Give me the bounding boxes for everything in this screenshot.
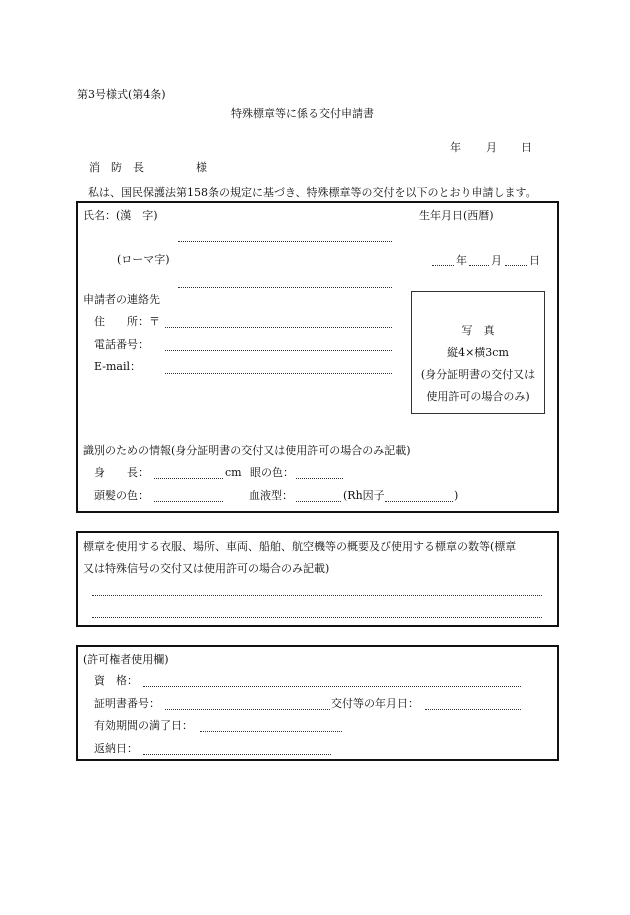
expiry-date-field[interactable] (200, 731, 342, 732)
phone-label: 電話番号： (94, 338, 149, 351)
email-field[interactable] (165, 373, 392, 374)
name-kanji-field[interactable] (178, 241, 392, 242)
issue-date-field[interactable] (425, 709, 521, 710)
blood-type-field[interactable] (296, 501, 341, 502)
addressee-name: 消 防 長 (89, 161, 144, 174)
application-statement: 私は、国民保護法第158条の規定に基づき、特殊標章等の交付を以下のとおり申請します。 (88, 186, 537, 199)
identification-info-label: 識別のための情報(身分証明書の交付又は使用許可の場合のみ記載) (83, 444, 411, 457)
phone-field[interactable] (165, 350, 392, 351)
hair-color-label: 頭髪の色： (94, 489, 149, 502)
issue-date-label: 交付等の年月日： (331, 697, 419, 710)
date-day-label: 日 (521, 141, 532, 154)
email-label: E-mail： (94, 360, 141, 373)
certificate-number-label: 証明書番号： (94, 697, 160, 710)
emblem-usage-field-line1[interactable] (92, 595, 542, 596)
height-unit: cm (225, 466, 242, 479)
rh-factor-label: (Rh因子 (343, 489, 385, 502)
birth-year-field[interactable] (432, 265, 454, 266)
birthdate-label: 生年月日(西暦) (419, 209, 494, 222)
return-date-field[interactable] (143, 754, 331, 755)
photo-label: 写 真 (461, 324, 495, 337)
address-field[interactable] (165, 327, 392, 328)
form-number: 第3号様式(第4条) (77, 88, 166, 101)
contact-section-label: 申請者の連絡先 (83, 293, 160, 306)
photo-note-line2: 使用許可の場合のみ) (426, 390, 530, 403)
date-year-label: 年 (450, 141, 461, 154)
name-kanji-label: 氏名：(漢 字) (83, 209, 158, 222)
emblem-usage-description-line1: 標章を使用する衣服、場所、車両、船舶、航空機等の概要及び使用する標章の数等(標章 (83, 540, 517, 553)
emblem-usage-field-line2[interactable] (92, 617, 542, 618)
height-field[interactable] (154, 478, 223, 479)
photo-size: 縦4×横3cm (447, 346, 509, 359)
birth-month-field[interactable] (469, 265, 489, 266)
authority-use-title: (許可権者使用欄) (83, 653, 169, 666)
eye-color-label: 眼の色： (250, 466, 294, 479)
address-label: 住 所：〒 (94, 315, 160, 328)
emblem-usage-description-line2: 又は特殊信号の交付又は使用許可の場合のみ記載) (83, 562, 330, 575)
rh-factor-close: ) (454, 489, 459, 502)
form-title: 特殊標章等に係る交付申請書 (231, 107, 374, 120)
addressee-suffix: 様 (196, 161, 207, 174)
qualification-label: 資 格： (94, 674, 138, 687)
photo-box (411, 291, 545, 414)
return-date-label: 返納日： (94, 742, 138, 755)
date-month-label: 月 (486, 141, 497, 154)
expiry-date-label: 有効期間の満了日： (94, 719, 193, 732)
height-label: 身 長： (94, 466, 149, 479)
photo-note-line1: (身分証明書の交付又は (420, 368, 536, 381)
name-romaji-field[interactable] (178, 287, 392, 288)
blood-type-label: 血液型： (249, 489, 293, 502)
qualification-field[interactable] (143, 686, 521, 687)
hair-color-field[interactable] (154, 501, 223, 502)
birth-day-label: 日 (529, 254, 540, 267)
rh-factor-field[interactable] (385, 501, 453, 502)
birth-month-label: 月 (491, 254, 502, 267)
birth-day-field[interactable] (505, 265, 527, 266)
name-romaji-label: (ローマ字) (117, 253, 170, 266)
birth-year-label: 年 (456, 254, 467, 267)
eye-color-field[interactable] (296, 478, 343, 479)
certificate-number-field[interactable] (165, 709, 330, 710)
